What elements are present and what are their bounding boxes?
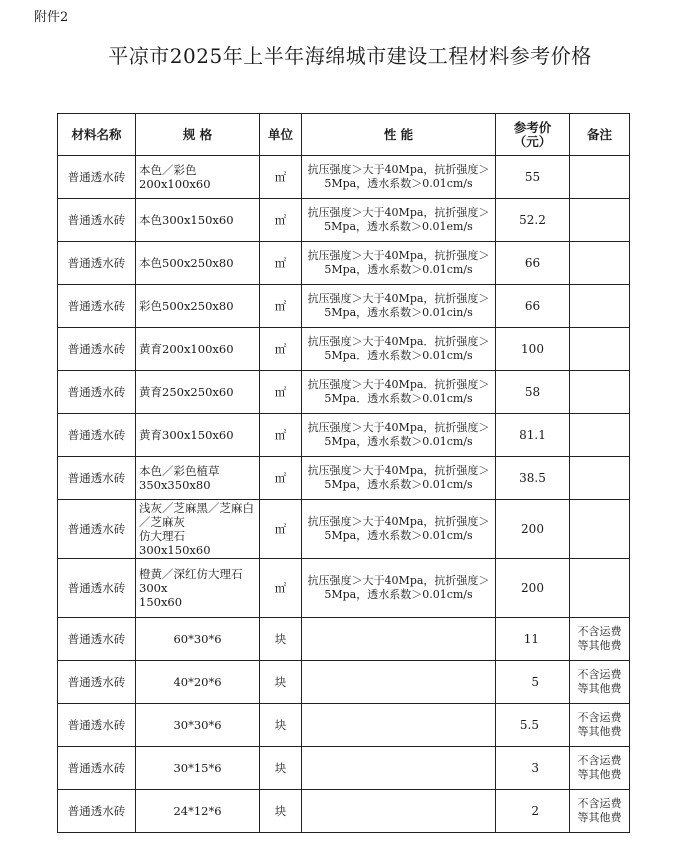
cell-performance: 抗压强度＞大于40Mpa，抗折强度＞ 5Mpa，透水系数＞0.01cm/s	[302, 457, 496, 500]
table-header-row	[58, 114, 630, 156]
table-row	[58, 242, 630, 285]
table-row	[58, 199, 630, 242]
table-row	[58, 790, 630, 833]
cell-note	[570, 328, 630, 371]
cell-spec: 60*30*6	[136, 618, 260, 661]
cell-performance: 抗压强度＞大于40Mpa，抗折强度＞ 5Mpa，透水系数＞0.01cm/s	[302, 242, 496, 285]
cell-material-name: 普通透水砖	[58, 371, 136, 414]
cell-material-name: 普通透水砖	[58, 661, 136, 704]
cell-performance: 抗压强度＞大于40Mpa，抗折强度＞ 5Mpa，透水系数＞0.01em/s	[302, 199, 496, 242]
cell-material-name: 普通透水砖	[58, 747, 136, 790]
cell-unit: 块	[260, 790, 302, 833]
cell-spec: 30*30*6	[136, 704, 260, 747]
cell-spec: 本色300x150x60	[136, 199, 260, 242]
cell-performance: 抗压强度＞大于40Mpa，抗折强度＞ 5Mpa，透水系数＞0.01cm/s	[302, 500, 496, 559]
cell-reference-price: 200	[496, 559, 570, 618]
price-table	[57, 113, 630, 833]
cell-note	[570, 371, 630, 414]
cell-reference-price: 38.5	[496, 457, 570, 500]
cell-note: 不含运费 等其他费	[570, 704, 630, 747]
header-spec: 规 格	[136, 114, 260, 156]
cell-spec: 本色500x250x80	[136, 242, 260, 285]
cell-material-name: 普通透水砖	[58, 414, 136, 457]
cell-unit: ㎡	[260, 242, 302, 285]
cell-unit: 块	[260, 704, 302, 747]
table-row	[58, 371, 630, 414]
cell-spec: 30*15*6	[136, 747, 260, 790]
cell-unit: ㎡	[260, 559, 302, 618]
table-row	[58, 156, 630, 199]
cell-note	[570, 242, 630, 285]
cell-spec: 40*20*6	[136, 661, 260, 704]
cell-performance: 抗压强度＞大于40Mpa．抗折强度＞ 5Mpa．透水系数＞0.01cm/s	[302, 328, 496, 371]
table-row	[58, 747, 630, 790]
table-row	[58, 618, 630, 661]
cell-reference-price: 66	[496, 285, 570, 328]
header-material-name: 材料名称	[58, 114, 136, 156]
cell-reference-price: 58	[496, 371, 570, 414]
table-row	[58, 285, 630, 328]
table-row	[58, 661, 630, 704]
cell-reference-price: 100	[496, 328, 570, 371]
header-unit: 单位	[260, 114, 302, 156]
cell-material-name: 普通透水砖	[58, 500, 136, 559]
cell-unit: ㎡	[260, 371, 302, 414]
cell-note	[570, 559, 630, 618]
cell-unit: 块	[260, 661, 302, 704]
cell-unit: 块	[260, 747, 302, 790]
cell-reference-price: 200	[496, 500, 570, 559]
cell-spec: 本色／彩色植草 350x350x80	[136, 457, 260, 500]
cell-material-name: 普通透水砖	[58, 457, 136, 500]
cell-note	[570, 414, 630, 457]
cell-spec: 黄育250x250x60	[136, 371, 260, 414]
cell-reference-price: 5	[496, 661, 570, 704]
cell-performance: 抗压强度＞大于40Mpa，抗折强度＞ 5Mpa，透水系数＞0.01cm/s	[302, 559, 496, 618]
cell-note: 不含运费 等其他费	[570, 618, 630, 661]
cell-note	[570, 500, 630, 559]
cell-reference-price: 55	[496, 156, 570, 199]
cell-note: 不含运费 等其他费	[570, 661, 630, 704]
header-note: 备注	[570, 114, 630, 156]
cell-performance: 抗压强度＞大于40Mpa，抗折强度＞ 5Mpa，透水系数＞0.01cin/s	[302, 285, 496, 328]
cell-performance	[302, 618, 496, 661]
cell-note: 不含运费 等其他费	[570, 747, 630, 790]
cell-unit: ㎡	[260, 500, 302, 559]
cell-performance: 抗压强度＞大于40Mpa．抗折强度＞ 5Mpa．透水系数＞0.01cm/s	[302, 371, 496, 414]
cell-reference-price: 66	[496, 242, 570, 285]
table-row	[58, 500, 630, 559]
table-row	[58, 414, 630, 457]
cell-note	[570, 285, 630, 328]
table-row	[58, 457, 630, 500]
header-reference-price: 参考价 （元）	[496, 114, 570, 156]
cell-performance	[302, 747, 496, 790]
cell-unit: 块	[260, 618, 302, 661]
cell-spec: 橙黄／深红仿大理石 300x 150x60	[136, 559, 260, 618]
table-row	[58, 559, 630, 618]
cell-performance	[302, 704, 496, 747]
cell-reference-price: 5.5	[496, 704, 570, 747]
cell-performance: 抗压强度＞大于40Mpa，抗折强度＞ 5Mpa，透水系数＞0.01cm/s	[302, 414, 496, 457]
cell-material-name: 普通透水砖	[58, 156, 136, 199]
cell-note	[570, 199, 630, 242]
cell-material-name: 普通透水砖	[58, 328, 136, 371]
cell-unit: ㎡	[260, 414, 302, 457]
cell-reference-price: 52.2	[496, 199, 570, 242]
cell-spec: 彩色500x250x80	[136, 285, 260, 328]
annex-label: 附件2	[34, 10, 69, 25]
cell-reference-price: 11	[496, 618, 570, 661]
cell-material-name: 普通透水砖	[58, 559, 136, 618]
cell-material-name: 普通透水砖	[58, 704, 136, 747]
cell-unit: ㎡	[260, 199, 302, 242]
cell-spec: 黄育200x100x60	[136, 328, 260, 371]
header-performance: 性 能	[302, 114, 496, 156]
cell-spec: 本色／彩色200x100x60	[136, 156, 260, 199]
table-body	[58, 156, 630, 833]
cell-performance	[302, 661, 496, 704]
cell-material-name: 普通透水砖	[58, 242, 136, 285]
cell-material-name: 普通透水砖	[58, 285, 136, 328]
page-title: 平凉市2025年上半年海绵城市建设工程材料参考价格	[108, 44, 592, 68]
table-row	[58, 704, 630, 747]
cell-reference-price: 81.1	[496, 414, 570, 457]
cell-spec: 24*12*6	[136, 790, 260, 833]
table-row	[58, 328, 630, 371]
cell-material-name: 普通透水砖	[58, 618, 136, 661]
cell-note	[570, 457, 630, 500]
cell-material-name: 普通透水砖	[58, 790, 136, 833]
cell-note	[570, 156, 630, 199]
cell-reference-price: 2	[496, 790, 570, 833]
cell-material-name: 普通透水砖	[58, 199, 136, 242]
cell-spec: 浅灰／芝麻黑／芝麻白 ／芝麻灰 仿大理石300x150x60	[136, 500, 260, 559]
cell-unit: ㎡	[260, 156, 302, 199]
cell-performance	[302, 790, 496, 833]
cell-spec: 黄育300x150x60	[136, 414, 260, 457]
cell-unit: ㎡	[260, 328, 302, 371]
cell-unit: ㎡	[260, 457, 302, 500]
cell-note: 不含运费 等其他费	[570, 790, 630, 833]
cell-performance: 抗压强度＞大于40Mpa，抗折强度＞ 5Mpa，透水系数＞0.01cm/s	[302, 156, 496, 199]
cell-reference-price: 3	[496, 747, 570, 790]
cell-unit: ㎡	[260, 285, 302, 328]
